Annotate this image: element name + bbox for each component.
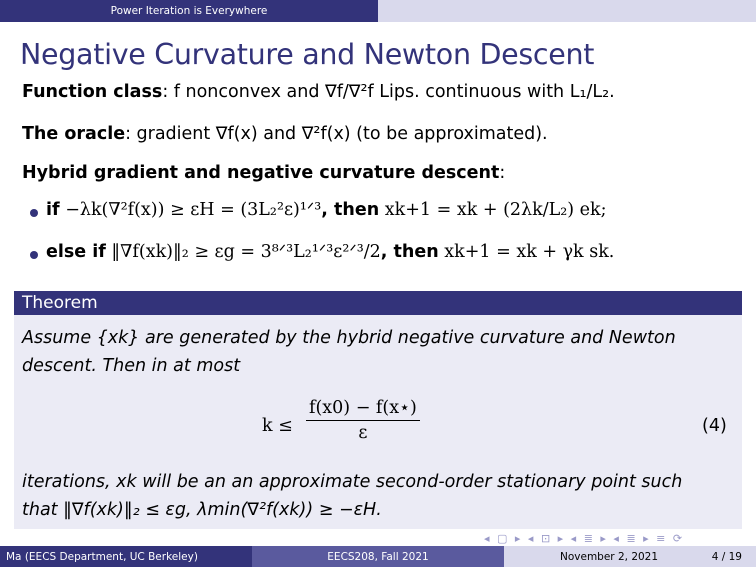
equation-denominator: ε bbox=[358, 423, 368, 443]
function-class-label: Function class bbox=[22, 82, 163, 102]
bullet-1-condition: −λk(∇²f(x)) ≥ εH = (3L₂²ε)¹ᐟ³ bbox=[59, 200, 322, 220]
bullet-2-condition: ‖∇f(xk)‖₂ ≥ εg = 3⁸ᐟ³L₂¹ᐟ³ε²ᐟ³/2 bbox=[105, 242, 381, 262]
header-bar bbox=[0, 0, 756, 22]
footer-author: Ma (EECS Department, UC Berkeley) bbox=[0, 546, 252, 567]
bullet-2-then: , then bbox=[380, 242, 439, 262]
bullet-1-update: xk+1 = xk + (2λk/L₂) ek; bbox=[379, 200, 607, 220]
theorem-line-1: Assume {xk} are generated by the hybrid negative curvature and Newton bbox=[22, 328, 676, 348]
bullet-1-lead: if bbox=[46, 200, 60, 220]
bullet-1-then: , then bbox=[321, 200, 380, 220]
footer-page-number: 4 / 19 bbox=[711, 550, 742, 563]
footer-bar bbox=[0, 546, 756, 567]
slide-title: Negative Curvature and Newton Descent bbox=[20, 38, 595, 71]
header-spacer bbox=[378, 0, 756, 22]
oracle-label: The oracle bbox=[22, 124, 126, 144]
hybrid-label: Hybrid gradient and negative curvature descent bbox=[22, 163, 500, 183]
equation-numerator: f(x0) − f(x⋆) bbox=[306, 398, 420, 421]
function-class-text: : f nonconvex and ∇f/∇²f Lips. continuous with L₁/L₂. bbox=[162, 82, 615, 102]
bullet-item-1 bbox=[46, 200, 607, 220]
section-title: Power Iteration is Everywhere bbox=[110, 5, 268, 17]
equation-fraction bbox=[306, 398, 420, 443]
footer-date: November 2, 2021 bbox=[560, 550, 659, 563]
bullet-dot bbox=[30, 251, 38, 259]
footer-date-page bbox=[504, 546, 756, 567]
bullet-2-update: xk+1 = xk + γk sk. bbox=[438, 242, 615, 262]
function-class-line bbox=[22, 82, 615, 102]
theorem-header bbox=[14, 291, 742, 315]
theorem-line-4: that ‖∇f(xk)‖₂ ≤ εg, λmin(∇²f(xk)) ≥ −εH. bbox=[22, 500, 382, 520]
theorem-line-2: descent. Then in at most bbox=[22, 356, 241, 376]
theorem-header-label: Theorem bbox=[22, 293, 98, 313]
oracle-text: : gradient ∇f(x) and ∇²f(x) (to be approximated). bbox=[125, 124, 548, 144]
equation-tag: (4) bbox=[702, 416, 727, 436]
navigation-symbols[interactable]: ◂ ▢ ▸ ◂ ⊡ ▸ ◂ ≣ ▸ ◂ ≣ ▸ ≡ ⟳ bbox=[484, 532, 685, 545]
oracle-line bbox=[22, 124, 548, 144]
bullet-2-lead: else if bbox=[46, 242, 106, 262]
header-section bbox=[0, 0, 378, 22]
bullet-dot bbox=[30, 209, 38, 217]
hybrid-heading bbox=[22, 163, 505, 183]
hybrid-colon: : bbox=[499, 163, 506, 183]
theorem-line-3: iterations, xk will be an an approximate second-order stationary point such bbox=[22, 472, 683, 492]
equation-frac bbox=[306, 398, 420, 443]
bullet-item-2 bbox=[46, 242, 614, 262]
footer-course: EECS208, Fall 2021 bbox=[252, 546, 504, 567]
equation-lhs: k ≤ bbox=[262, 416, 293, 436]
